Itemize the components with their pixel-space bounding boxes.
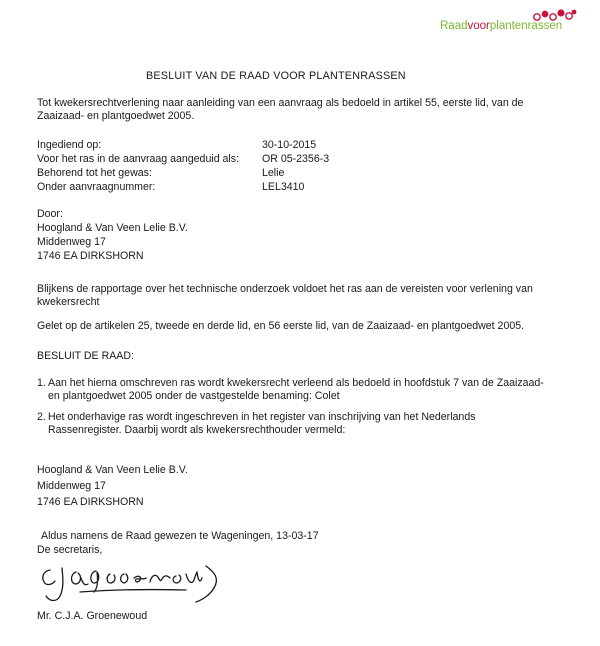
detail-label: Ingediend op: [37, 139, 102, 151]
holder-city: 1746 EA DIRKSHORN [37, 496, 144, 508]
logo-text-raad: Raad [440, 20, 468, 32]
detail-label: Onder aanvraagnummer: [37, 181, 156, 193]
detail-value: 30-10-2015 [262, 139, 317, 151]
legal-basis-paragraph: Gelet op de artikelen 25, tweede en derde lid, en 56 eerste lid, van de Zaaizaad- en plantgoedwet 2005. [37, 320, 525, 332]
detail-row-ras [37, 153, 330, 166]
applicant-name: Hoogland & Van Veen Lelie B.V. [37, 222, 188, 234]
technical-paragraph: Blijkens de rapportage over het technische onderzoek voldoet het ras aan de vereisten voor verlening van kwekersrecht [37, 283, 533, 308]
logo-text-voor: voor [467, 20, 490, 32]
intro-paragraph: Tot kwekersrechtverlening naar aanleiding van een aanvraag als bedoeld in artikel 55, eerste lid, van de Zaaizaad- en plantgoedwet 2005. [37, 97, 524, 122]
signatory-name: Mr. C.J.A. Groenewoud [37, 610, 148, 622]
applicant-city: 1746 EA DIRKSHORN [37, 250, 144, 262]
detail-row-aanvraagnummer [37, 181, 305, 194]
detail-row-ingediend [37, 139, 317, 152]
handwritten-signature [36, 558, 226, 614]
raad-voor-plantenrassen-logo [440, 8, 580, 38]
detail-label: Behorend tot het gewas: [37, 167, 152, 179]
holder-street: Middenweg 17 [37, 480, 106, 492]
holder-name: Hoogland & Van Veen Lelie B.V. [37, 464, 188, 476]
decision-number: 2. [37, 411, 46, 423]
applicant-street: Middenweg 17 [37, 236, 106, 248]
detail-row-gewas [37, 167, 285, 180]
logo-text-plantenrassen: plantenrassen [489, 20, 563, 32]
applicant-heading: Door: [37, 208, 63, 220]
decision-heading: BESLUIT DE RAAD: [37, 350, 134, 362]
decision-number: 1. [37, 377, 46, 389]
detail-label: Voor het ras in de aanvraag aangeduid als: [37, 153, 240, 165]
decision-text: Aan het hierna omschreven ras wordt kwekersrecht verleend als bedoeld in hoofdstuk 7 van de Zaaizaad- en plantgoedwet 2005 onder de vastgestelde benaming: Colet [48, 377, 544, 402]
closing-statement: Aldus namens de Raad gewezen te Wageningen, 13-03-17 [41, 530, 319, 542]
detail-value: OR 05-2356-3 [262, 153, 330, 165]
detail-value: Lelie [262, 167, 285, 179]
document-title: BESLUIT VAN DE RAAD VOOR PLANTENRASSEN [146, 70, 406, 82]
detail-value: LEL3410 [262, 181, 305, 193]
decision-text: Het onderhavige ras wordt ingeschreven in het register van inschrijving van het Nederlands Rassenregister. Daarbij wordt als kwekersrechthouder vermeld: [48, 411, 476, 436]
secretary-label: De secretaris, [37, 544, 103, 556]
